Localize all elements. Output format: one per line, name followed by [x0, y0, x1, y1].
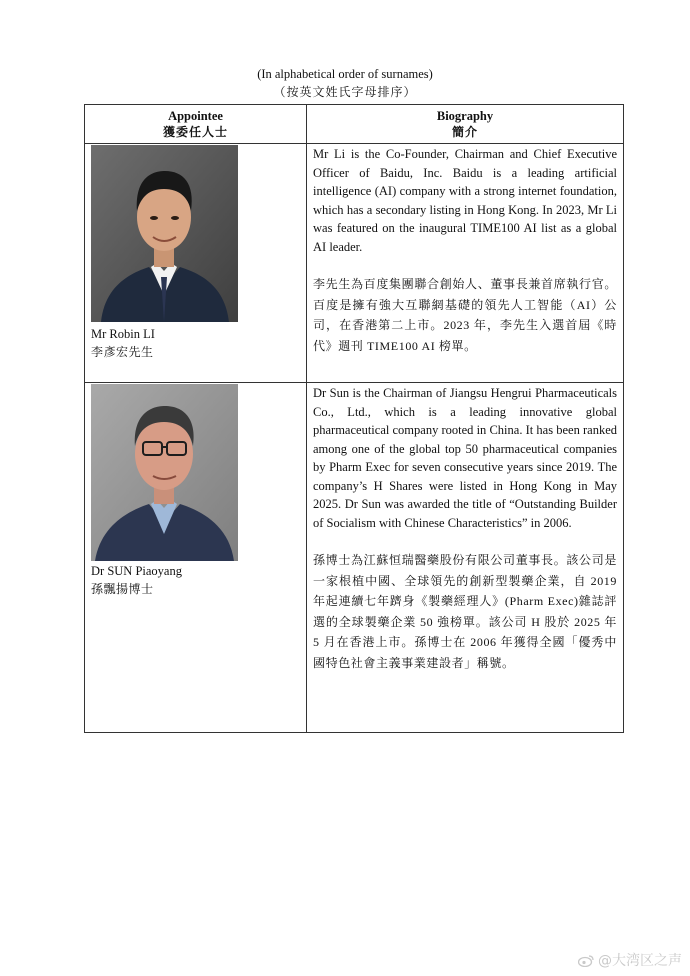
appointee-table — [84, 104, 624, 733]
header-biography-zh: 簡介 — [451, 125, 478, 139]
biography-zh: 李先生為百度集團聯合創始人、董事長兼首席執行官。百度是擁有強大互聯網基礎的領先人工智能（AI）公司，在香港第二上市。2023 年，李先生入選首屆《時代》週刊 TIME100 AI 榜單。 — [313, 277, 617, 353]
biography-cell — [307, 383, 624, 733]
biography-en: Mr Li is the Co-Founder, Chairman and Chief Executive Officer of Baidu, Inc. Baidu is a leading artificial intelligence (AI) company with a strong internet foundation, which has a secondary listing in Hong Kong. In 2023, Mr Li was featured on the inaugural TIME100 AI list as a global AI leader. — [313, 147, 617, 254]
weibo-icon — [578, 954, 594, 967]
appointee-name-zh: 李彥宏先生 — [91, 345, 154, 359]
appointee-cell — [85, 144, 307, 383]
appointee-name-en: Dr SUN Piaoyang — [91, 564, 182, 578]
biography-en: Dr Sun is the Chairman of Jiangsu Hengrui Pharmaceuticals Co., Ltd., which is a leading innovative global pharmaceutical company rooted in China. It has been ranked among one of the global top 50 pharmaceutical companies by Pharm Exec for seven consecutive years since 2019. The company’s H Shares were listed in Hong Kong in May 2025. Dr Sun was awarded the title of “Outstanding Builder of Socialism with Chinese Characteristics” in 2006. — [313, 386, 617, 530]
table-row — [85, 144, 624, 383]
order-note-zh: （按英文姓氏字母排序） — [273, 85, 417, 99]
portrait-photo-li — [91, 145, 238, 322]
order-note-en: (In alphabetical order of surnames) — [257, 67, 433, 81]
header-appointee — [85, 105, 307, 144]
watermark — [578, 950, 682, 970]
appointee-name-en: Mr Robin LI — [91, 327, 155, 341]
appointee-name-zh: 孫飄揚博士 — [91, 582, 154, 596]
header-biography-en: Biography — [436, 109, 494, 123]
watermark-text: @大湾区之声 — [598, 953, 682, 969]
appointee-cell — [85, 383, 307, 733]
header-appointee-en: Appointee — [168, 109, 223, 123]
table-header-row — [85, 105, 624, 144]
portrait-photo-sun — [91, 384, 238, 561]
biography-cell — [307, 144, 624, 383]
header-appointee-zh: 獲委任人士 — [162, 125, 228, 139]
table-row — [85, 383, 624, 733]
header-biography — [307, 105, 624, 144]
biography-zh: 孫博士為江蘇恒瑞醫藥股份有限公司董事長。該公司是一家根植中國、全球領先的創新型製藥企業，自 2019 年起連續七年躋身《製藥經理人》(Pharm Exec)雜誌評選的全球製藥企業 50 強榜單。該公司 H 股於 2025 年 5 月在香港上市。孫博士在 2006 年獲得全國「優秀中國特色社會主義事業建設者」稱號。 — [313, 553, 617, 670]
